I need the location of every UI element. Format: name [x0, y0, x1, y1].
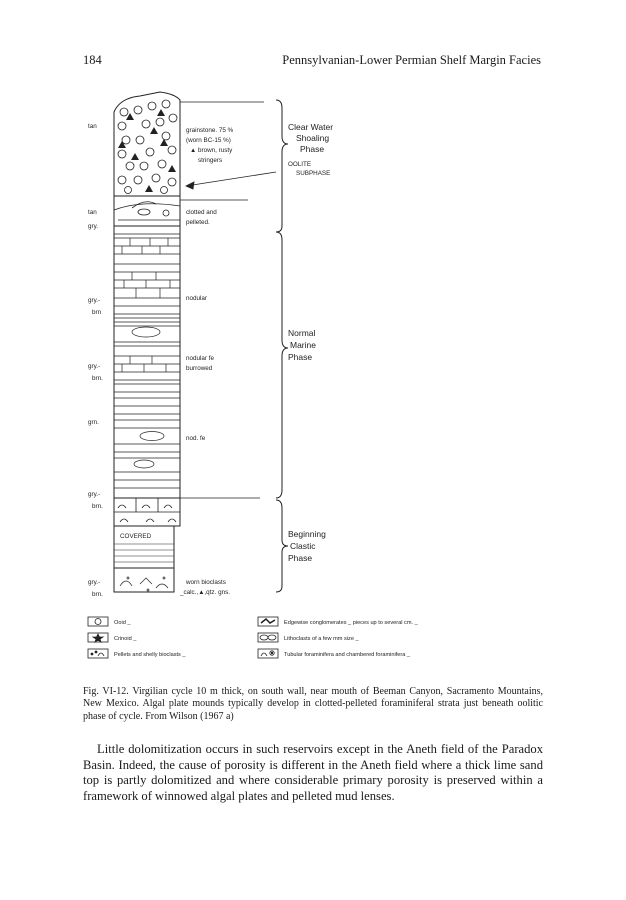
running-head: Pennsylvanian-Lower Permian Shelf Margin Facies — [282, 53, 541, 67]
covered-label: COVERED — [120, 533, 152, 540]
annotation: grainstone. 75 % — [186, 127, 234, 134]
figure-caption: Fig. VI-12. Virgilian cycle 10 m thick, on south wall, near mouth of Beeman Canyon, Sacramento Mountains, New Mexico. Algal plate mounds typically develop in clotted-pelleted foraminiferal strata just beneath oolitic phase of cycle. From Wilson (1967 a) — [83, 686, 543, 722]
ooid-symbols — [118, 100, 177, 194]
left-color-labels — [88, 123, 103, 598]
legend-label: Tubular foraminifera and chambered foraminifera _ — [284, 652, 411, 658]
phase-label: Phase — [288, 553, 313, 563]
left-label: brn. — [92, 375, 103, 382]
left-label: gry.- — [88, 363, 101, 370]
phase-label: Beginning — [288, 529, 326, 539]
annotation: burrowed — [186, 365, 213, 372]
left-label: gry. — [88, 223, 99, 230]
annotation: nodular — [186, 295, 208, 302]
left-label: tan — [88, 123, 97, 130]
phase-label: Clear Water — [288, 122, 334, 132]
legend-label: Crinoid _ — [114, 636, 137, 642]
phase-label: Phase — [300, 144, 325, 154]
annotation: clotted and — [186, 209, 217, 216]
annotation: ▲ brown, rusty — [190, 147, 233, 154]
subphase-label: OOLITE — [288, 161, 312, 168]
left-label: gry.- — [88, 491, 101, 498]
legend-label: Lithoclasts of a few mm size _ — [284, 636, 359, 642]
left-label: brn — [92, 309, 102, 316]
phase-labels — [288, 122, 333, 563]
left-label: brn. — [92, 591, 103, 598]
subphase-label: SUBPHASE — [296, 170, 331, 177]
legend-label: Pellets and shelly bioclasts _ — [114, 652, 186, 658]
page-number: 184 — [83, 53, 102, 67]
annotation: pelleted. — [186, 219, 210, 226]
body-paragraph: Little dolomitization occurs in such reservoirs except in the Aneth field of the Paradox Basin. Indeed, the cause of porosity is different in the Aneth field where a thick lime sand top is partly dolomitized and where considerable primary porosity is preserved within a framework of winnowed algal plates and pelleted mud lenses. — [83, 742, 543, 803]
left-label: grn. — [88, 419, 99, 426]
annotation: stringers — [198, 157, 223, 164]
rusty-stringer-triangles — [118, 109, 176, 192]
phase-label: Marine — [290, 340, 316, 350]
left-label: gry.- — [88, 579, 101, 586]
bioclast-unit — [120, 577, 168, 591]
left-label: tan — [88, 209, 97, 216]
covered-interval — [114, 544, 174, 562]
annotation: _calc.,▲,qtz. gns. — [180, 589, 230, 596]
legend-label: Ooid _ — [114, 620, 131, 626]
clotted-unit — [114, 202, 180, 220]
phase-label: Shoaling — [296, 133, 330, 143]
algal-plate-unit — [114, 498, 180, 522]
left-label: brn. — [92, 503, 103, 510]
phase-label: Normal — [288, 328, 316, 338]
legend-label: Edgewise conglomerates _ pieces up to several cm. _ — [284, 620, 418, 626]
phase-label: Phase — [288, 352, 313, 362]
phase-braces — [276, 100, 288, 592]
annotation: nodular fe — [186, 355, 215, 362]
left-label: gry.- — [88, 297, 101, 304]
annotation: worn bioclasts — [186, 579, 226, 586]
annotation: (worn BC-15 %) — [186, 137, 231, 144]
nodular-beds — [114, 234, 180, 488]
legend-swatch-foraminifera — [258, 649, 278, 658]
annotation: nod. fe — [186, 435, 206, 442]
phase-label: Clastic — [290, 541, 316, 551]
